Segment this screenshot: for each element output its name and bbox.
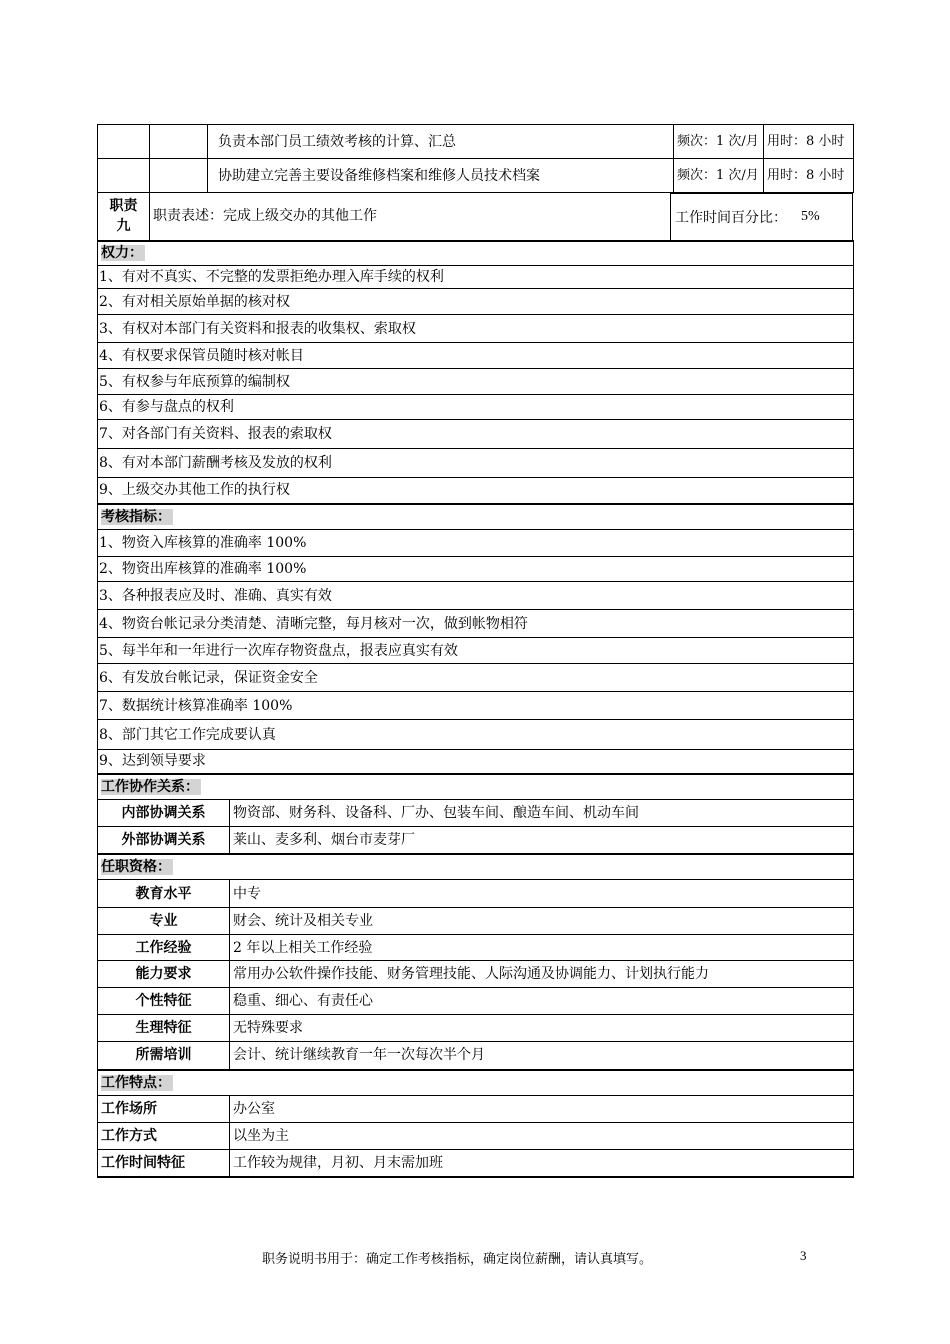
feature-value: 办公室 xyxy=(230,1096,854,1123)
feature-value: 工作较为规律，月初、月末需加班 xyxy=(230,1150,854,1177)
feature-label: 工作场所 xyxy=(98,1096,230,1123)
duty-text: 协助建立完善主要设备维修档案和维修人员技术档案 xyxy=(208,159,674,193)
qual-label: 专业 xyxy=(98,908,230,935)
qual-label: 工作经验 xyxy=(98,935,230,961)
duty9-percent xyxy=(670,193,853,241)
duty9-percent-value: 5% xyxy=(801,209,820,224)
qual-label: 能力要求 xyxy=(98,961,230,988)
feature-label: 工作时间特征 xyxy=(98,1150,230,1177)
kpi-item: 7、数据统计核算准确率 100% xyxy=(98,692,854,720)
qual-label: 个性特征 xyxy=(98,988,230,1015)
qual-label: 生理特征 xyxy=(98,1015,230,1042)
kpi-item: 5、每半年和一年进行一次库存物资盘点，报表应真实有效 xyxy=(98,638,854,664)
qual-value: 稳重、细心、有责任心 xyxy=(230,988,854,1015)
kpi-item: 8、部门其它工作完成要认真 xyxy=(98,720,854,750)
job-description-table xyxy=(97,124,854,1178)
external-value: 莱山、麦多利、烟台市麦芽厂 xyxy=(230,827,854,854)
power-item: 4、有权要求保管员随时核对帐目 xyxy=(98,343,854,369)
duty-frequency: 频次：1 次/月 xyxy=(674,159,764,193)
internal-label: 内部协调关系 xyxy=(98,800,230,827)
power-item: 8、有对本部门薪酬考核及发放的权利 xyxy=(98,449,854,478)
feature-value: 以坐为主 xyxy=(230,1123,854,1150)
kpi-item: 6、有发放台帐记录，保证资金安全 xyxy=(98,664,854,692)
duty-row xyxy=(98,125,854,159)
duty-time: 用时：8 小时 xyxy=(764,125,854,159)
powers-title: 权力： xyxy=(98,241,854,266)
duty9-percent-label: 工作时间百分比： xyxy=(675,210,787,226)
cooperation-title: 工作协作关系： xyxy=(98,774,854,800)
duty9-label: 职责九 xyxy=(98,193,150,241)
qual-value: 常用办公软件操作技能、财务管理技能、人际沟通及协调能力、计划执行能力 xyxy=(230,961,854,988)
kpi-item: 9、达到领导要求 xyxy=(98,750,854,774)
power-item: 6、有参与盘点的权利 xyxy=(98,395,854,420)
kpi-item: 2、物资出库核算的准确率 100% xyxy=(98,557,854,582)
page-number: 3 xyxy=(800,1248,807,1263)
qualifications-title: 任职资格： xyxy=(98,854,854,880)
duty-text: 负责本部门员工绩效考核的计算、汇总 xyxy=(208,125,674,159)
power-item: 1、有对不真实、不完整的发票拒绝办理入库手续的权利 xyxy=(98,266,854,289)
qual-value: 会计、统计继续教育一年一次每次半个月 xyxy=(230,1042,854,1070)
job-description-document xyxy=(97,124,853,1178)
internal-value: 物资部、财务科、设备科、厂办、包装车间、酿造车间、机动车间 xyxy=(230,800,854,827)
qual-value: 无特殊要求 xyxy=(230,1015,854,1042)
footer-text: 职务说明书用于：确定工作考核指标，确定岗位薪酬，请认真填写。 xyxy=(262,1252,653,1267)
power-item: 9、上级交办其他工作的执行权 xyxy=(98,478,854,504)
power-item: 7、对各部门有关资料、报表的索取权 xyxy=(98,420,854,449)
kpi-item: 1、物资入库核算的准确率 100% xyxy=(98,530,854,557)
duty-time: 用时：8 小时 xyxy=(764,159,854,193)
qual-value: 财会、统计及相关专业 xyxy=(230,908,854,935)
qual-value: 2 年以上相关工作经验 xyxy=(230,935,854,961)
power-item: 2、有对相关原始单据的核对权 xyxy=(98,289,854,315)
power-item: 5、有权参与年底预算的编制权 xyxy=(98,369,854,395)
power-item: 3、有权对本部门有关资料和报表的收集权、索取权 xyxy=(98,315,854,343)
qual-label: 所需培训 xyxy=(98,1042,230,1070)
external-label: 外部协调关系 xyxy=(98,827,230,854)
qual-label: 教育水平 xyxy=(98,880,230,908)
features-title: 工作特点： xyxy=(98,1070,854,1096)
duty9-description: 职责表述：完成上级交办的其他工作 xyxy=(150,193,764,241)
kpi-item: 4、物资台帐记录分类清楚、清晰完整，每月核对一次，做到帐物相符 xyxy=(98,610,854,638)
kpi-item: 3、各种报表应及时、准确、真实有效 xyxy=(98,582,854,610)
duty-row xyxy=(98,159,854,193)
duty-frequency: 频次：1 次/月 xyxy=(674,125,764,159)
qual-value: 中专 xyxy=(230,880,854,908)
feature-label: 工作方式 xyxy=(98,1123,230,1150)
kpi-title: 考核指标： xyxy=(98,504,854,530)
